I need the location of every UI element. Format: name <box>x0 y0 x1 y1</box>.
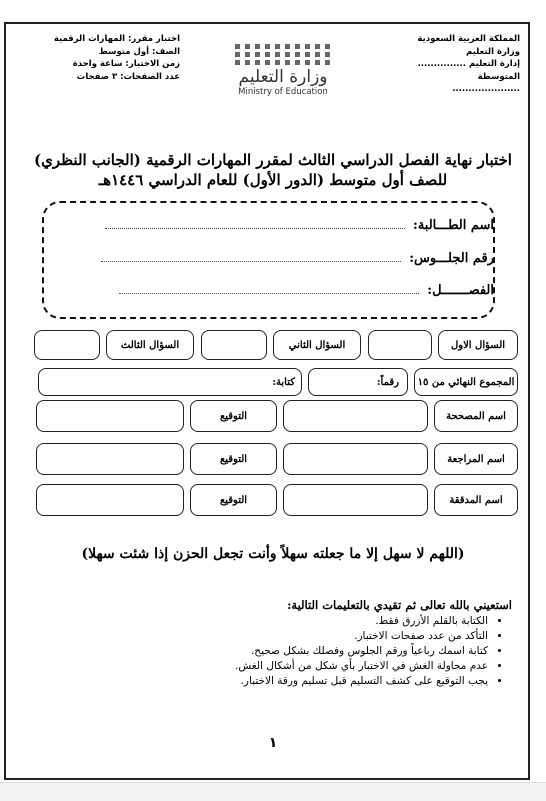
total-numbers-label: رقماً: <box>376 376 399 388</box>
header-institution <box>410 33 520 96</box>
seat-number-row[interactable] <box>64 251 494 266</box>
student-name-label: اسم الطـــالبة: <box>413 218 494 233</box>
exam-duration: زمن الاختبار: ساعة واحدة <box>72 59 180 69</box>
question-1-score-field[interactable] <box>368 330 432 360</box>
corrector-label: اسم المصححة <box>434 400 518 432</box>
student-name-row[interactable] <box>64 218 494 233</box>
exam-course: اختبار مقرر: المهارات الرقمية <box>53 34 180 44</box>
instruction-item: • التأكد من عدد صفحات الاختبار. <box>48 629 488 644</box>
reviewer-label: اسم المراجعة <box>434 443 518 475</box>
seat-number-label: رقم الجلـــوس: <box>409 251 494 266</box>
title-line-2: للصف أول متوسط (الدور الأول) للعام الدراسي ١٤٤٦هـ <box>98 171 448 189</box>
header-school: المتوسطة ..................... <box>452 71 520 94</box>
total-words-field[interactable] <box>38 368 302 396</box>
ministry-logo <box>218 44 348 104</box>
logo-arabic-text: وزارة التعليم <box>238 67 328 87</box>
question-2-label: السؤال الثاني <box>273 330 361 360</box>
page-number: ١ <box>268 735 278 751</box>
question-3-score-field[interactable] <box>34 330 100 360</box>
instruction-item: • يجب التوقيع على كشف التسليم قبل تسليم ورقة الاختبار. <box>48 674 488 689</box>
student-name-field[interactable] <box>105 218 405 229</box>
question-2-score-field[interactable] <box>201 330 267 360</box>
logo-english-text: Ministry of Education <box>238 87 328 97</box>
bottom-strip <box>0 782 546 801</box>
checker-signature-label: التوقيع <box>190 484 277 516</box>
reviewer-signature-field[interactable] <box>36 443 184 475</box>
reviewer-signature-label: التوقيع <box>190 443 277 475</box>
seat-number-field[interactable] <box>101 251 401 262</box>
instruction-item: • الكتابة بالقلم الأزرق فقط. <box>48 614 488 629</box>
header-exam-info <box>30 33 180 83</box>
instructions-title: استعيني بالله تعالى ثم تقيدي بالتعليمات التالية: <box>287 598 512 612</box>
instruction-item: • عدم محاولة الغش في الاختبار بأي شكل من أشكال الغش. <box>48 659 488 674</box>
total-numbers-field[interactable] <box>308 368 408 396</box>
logo-dots-icon <box>218 44 348 65</box>
question-1-label: السؤال الاول <box>438 330 518 360</box>
corrector-signature-label: التوقيع <box>190 400 277 432</box>
total-words-label: كتابة: <box>272 376 295 388</box>
dua-text: (اللهم لا سهل إلا ما جعلته سهلاً وأنت تجعل الحزن إذا شئت سهلا) <box>81 546 465 562</box>
header-department: إدارة التعليم ............... <box>417 59 520 69</box>
checker-name-field[interactable] <box>283 484 428 516</box>
total-score-label: المجموع النهائي من ١٥ <box>414 368 518 396</box>
title-line-1: اختبار نهاية الفصل الدراسي الثالث لمقرر المهارات الرقمية (الجانب النظري) <box>34 151 512 169</box>
checker-label: اسم المدققة <box>434 484 518 516</box>
checker-signature-field[interactable] <box>36 484 184 516</box>
corrector-name-field[interactable] <box>283 400 428 432</box>
instructions-list <box>48 614 506 689</box>
exam-title <box>0 150 546 190</box>
class-field[interactable] <box>119 283 419 294</box>
exam-pages: عدد الصفحات: ٣ صفحات <box>76 71 180 82</box>
instruction-item: • كتابة اسمك رباعياً ورقم الجلوس وفصلك بشكل صحيح. <box>48 644 488 659</box>
header-country: المملكة العربية السعودية <box>417 34 520 44</box>
reviewer-name-field[interactable] <box>283 443 428 475</box>
exam-grade: الصف: أول متوسط <box>98 46 180 57</box>
header-ministry: وزارة التعليم <box>466 46 520 57</box>
corrector-signature-field[interactable] <box>36 400 184 432</box>
question-3-label: السؤال الثالث <box>106 330 194 360</box>
class-row[interactable] <box>64 283 494 298</box>
class-label: الفصـــــــل: <box>427 283 494 298</box>
